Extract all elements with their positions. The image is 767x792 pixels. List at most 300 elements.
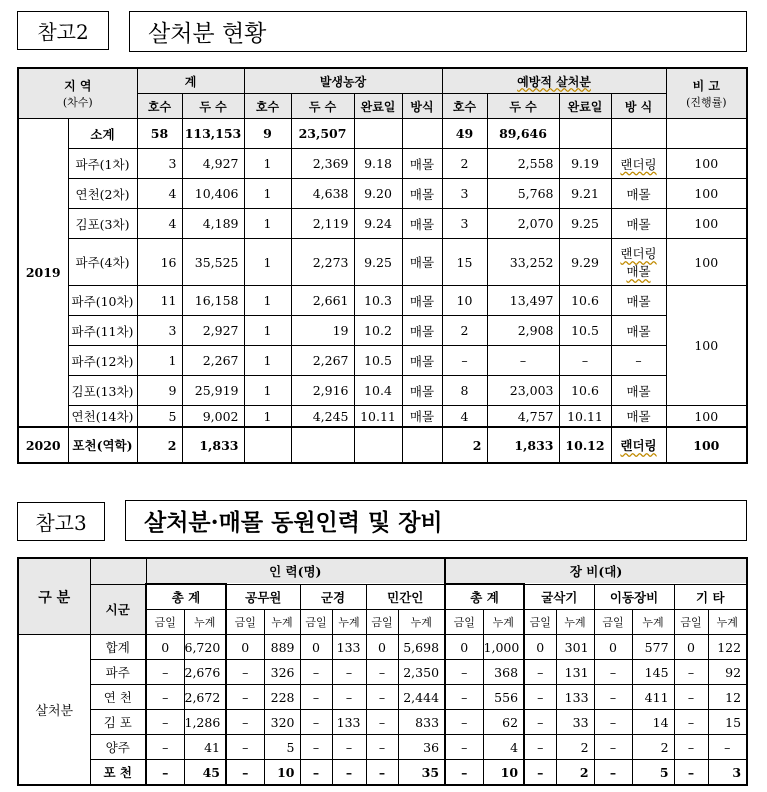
header-method: 방 식 <box>611 94 666 119</box>
cell: 1 <box>244 149 291 179</box>
cell: 4 <box>483 735 524 760</box>
cell: – <box>146 735 184 760</box>
header-other: 기 타 <box>674 584 747 610</box>
cell: 9.29 <box>559 239 611 286</box>
header-cum: 누계 <box>556 610 594 635</box>
header-official: 공무원 <box>226 584 300 610</box>
row-region: 파주(12차) <box>68 346 137 376</box>
cell: 10.5 <box>354 346 402 376</box>
table-row <box>18 346 747 376</box>
cell: 133 <box>332 710 366 735</box>
header-farm: 발생농장 <box>244 68 442 94</box>
row-region: 파주(11차) <box>68 316 137 346</box>
cell: 4 <box>137 209 182 239</box>
cell: – <box>366 660 398 685</box>
cell: 10.6 <box>559 376 611 406</box>
table-row <box>18 735 747 760</box>
cell: – <box>445 760 483 786</box>
cell: 15 <box>442 239 487 286</box>
header-households: 호수 <box>244 94 291 119</box>
header-total: 계 <box>137 68 244 94</box>
row-city: 파주 <box>90 660 146 685</box>
cell: – <box>524 735 556 760</box>
cell: 9.21 <box>559 179 611 209</box>
cell: – <box>445 710 483 735</box>
cell: 0 <box>146 635 184 660</box>
cell: – <box>524 760 556 786</box>
header-cum: 누계 <box>264 610 300 635</box>
cell: 23,507 <box>291 119 354 149</box>
row-region: 파주(1차) <box>68 149 137 179</box>
table-row <box>18 427 747 463</box>
cell: 13,497 <box>487 286 559 316</box>
cell: – <box>594 710 632 735</box>
cell: – <box>226 660 264 685</box>
cell: 랜더링 매몰 <box>611 239 666 286</box>
cell: 1 <box>244 316 291 346</box>
resources-table <box>17 557 748 786</box>
cell: – <box>442 346 487 376</box>
header-cum: 누계 <box>632 610 674 635</box>
cell: 0 <box>524 635 556 660</box>
cell: 100 <box>666 406 747 428</box>
cell: 58 <box>137 119 182 149</box>
header-cum: 누계 <box>184 610 226 635</box>
cell: 매몰 <box>402 239 442 286</box>
header-today: 금일 <box>594 610 632 635</box>
cell: 10.2 <box>354 316 402 346</box>
cell: – <box>366 685 398 710</box>
cell: 122 <box>708 635 747 660</box>
cell: – <box>146 710 184 735</box>
cell: 3 <box>137 316 182 346</box>
cell: 3 <box>442 209 487 239</box>
cell: – <box>674 685 708 710</box>
cell: 2 <box>137 427 182 463</box>
cell: 100 <box>666 427 747 463</box>
header-today: 금일 <box>445 610 483 635</box>
cell: – <box>594 760 632 786</box>
cell: 9.24 <box>354 209 402 239</box>
cell: 10.11 <box>559 406 611 428</box>
cell: – <box>708 735 747 760</box>
table-row <box>18 760 747 786</box>
row-city: 김 포 <box>90 710 146 735</box>
cell: – <box>300 710 332 735</box>
cell: 100 <box>666 209 747 239</box>
cell: 3 <box>442 179 487 209</box>
header-done: 완료일 <box>559 94 611 119</box>
cell: 301 <box>556 635 594 660</box>
table-row <box>18 685 747 710</box>
header-heads: 두 수 <box>182 94 244 119</box>
cell: 131 <box>556 660 594 685</box>
cell: – <box>226 685 264 710</box>
cell: 매몰 <box>402 346 442 376</box>
cell: 매몰 <box>611 209 666 239</box>
cell: – <box>332 735 366 760</box>
cell: – <box>300 735 332 760</box>
table-row <box>18 119 747 149</box>
cell: 4 <box>137 179 182 209</box>
header-division: 구 분 <box>18 558 90 635</box>
cell: 2,558 <box>487 149 559 179</box>
cell: 4,245 <box>291 406 354 428</box>
row-region: 연천(14차) <box>68 406 137 428</box>
header-cum: 누계 <box>332 610 366 635</box>
cell: 1 <box>137 346 182 376</box>
cell: 5,768 <box>487 179 559 209</box>
header-heads: 두 수 <box>487 94 559 119</box>
cell <box>611 119 666 149</box>
cell: 1 <box>244 286 291 316</box>
cell: – <box>366 760 398 786</box>
cell: 320 <box>264 710 300 735</box>
cell: – <box>226 710 264 735</box>
cell: 9 <box>244 119 291 149</box>
cell: 25,919 <box>182 376 244 406</box>
cell: 2,369 <box>291 149 354 179</box>
cell: 10.6 <box>559 286 611 316</box>
cell <box>666 119 747 149</box>
cell: 35 <box>398 760 445 786</box>
row-region: 포천(역학) <box>68 427 137 463</box>
cell: – <box>366 710 398 735</box>
cell: 833 <box>398 710 445 735</box>
year-2020: 2020 <box>18 427 68 463</box>
header-households: 호수 <box>442 94 487 119</box>
cell: 1 <box>244 406 291 428</box>
cell: 33,252 <box>487 239 559 286</box>
cell: 1,286 <box>184 710 226 735</box>
cell: 62 <box>483 710 524 735</box>
cell: 6,720 <box>184 635 226 660</box>
cell: 랜더링 <box>620 438 657 453</box>
cell: 매몰 <box>611 376 666 406</box>
header-households: 호수 <box>137 94 182 119</box>
table-row <box>18 635 747 660</box>
header-city: 시군 <box>90 584 146 635</box>
cell: 10.12 <box>559 427 611 463</box>
cell: 2,273 <box>291 239 354 286</box>
cell: 2,444 <box>398 685 445 710</box>
cell: – <box>524 710 556 735</box>
header-cum: 누계 <box>483 610 524 635</box>
cell: 2,267 <box>182 346 244 376</box>
cell: 133 <box>556 685 594 710</box>
cell: 매몰 <box>611 316 666 346</box>
cell: – <box>300 760 332 786</box>
cell: 4,927 <box>182 149 244 179</box>
cell: 매몰 <box>611 179 666 209</box>
cell: 9,002 <box>182 406 244 428</box>
cell: 0 <box>594 635 632 660</box>
cell: – <box>611 346 666 376</box>
cell: 41 <box>184 735 226 760</box>
cell: 1 <box>244 179 291 209</box>
cell <box>354 427 402 463</box>
cell: – <box>674 735 708 760</box>
cell: – <box>226 735 264 760</box>
cell: – <box>524 660 556 685</box>
cell: – <box>146 685 184 710</box>
cell: 매몰 <box>402 179 442 209</box>
cell: 100 <box>666 149 747 179</box>
table-row <box>18 376 747 406</box>
cell: 5 <box>264 735 300 760</box>
cell: 랜더링 <box>620 156 657 172</box>
header-today: 금일 <box>226 610 264 635</box>
cell: 0 <box>445 635 483 660</box>
cell <box>291 427 354 463</box>
cell: 11 <box>137 286 182 316</box>
cell: 368 <box>483 660 524 685</box>
header-today: 금일 <box>524 610 556 635</box>
cell: 100 <box>666 239 747 286</box>
cell: 3 <box>708 760 747 786</box>
cell: – <box>674 760 708 786</box>
cell: 577 <box>632 635 674 660</box>
cell: 2,676 <box>184 660 226 685</box>
cell: – <box>300 660 332 685</box>
cell: 1,833 <box>182 427 244 463</box>
cell <box>244 427 291 463</box>
header-mobile: 이동장비 <box>594 584 674 610</box>
cell: 556 <box>483 685 524 710</box>
header-equip-total: 총 계 <box>445 584 524 610</box>
row-region: 소계 <box>68 119 137 149</box>
year-2019: 2019 <box>18 119 68 428</box>
cell: 4 <box>442 406 487 428</box>
cell: 9.20 <box>354 179 402 209</box>
cell: 0 <box>300 635 332 660</box>
cell: 10 <box>483 760 524 786</box>
cell: 326 <box>264 660 300 685</box>
row-city: 포 천 <box>90 760 146 786</box>
cell: 12 <box>708 685 747 710</box>
cell: 10.5 <box>559 316 611 346</box>
cell: 2,661 <box>291 286 354 316</box>
cell: 2 <box>442 427 487 463</box>
cell: 5,698 <box>398 635 445 660</box>
cell: 2,350 <box>398 660 445 685</box>
table-row <box>18 209 747 239</box>
cell: – <box>559 346 611 376</box>
row-region: 김포(13차) <box>68 376 137 406</box>
header-today: 금일 <box>300 610 332 635</box>
cell: – <box>366 735 398 760</box>
cell: 2,672 <box>184 685 226 710</box>
cell: 9.18 <box>354 149 402 179</box>
cell: 4,757 <box>487 406 559 428</box>
cell <box>354 119 402 149</box>
cell: 0 <box>674 635 708 660</box>
row-region: 김포(3차) <box>68 209 137 239</box>
cell: 10 <box>264 760 300 786</box>
header-heads: 두 수 <box>291 94 354 119</box>
ref3-label: 참고3 <box>17 502 105 541</box>
cell: 1 <box>244 209 291 239</box>
cell: 10 <box>442 286 487 316</box>
row-region: 연천(2차) <box>68 179 137 209</box>
header-today: 금일 <box>674 610 708 635</box>
cell: 228 <box>264 685 300 710</box>
cell: 매몰 <box>402 316 442 346</box>
cell: 45 <box>184 760 226 786</box>
cell: 매몰 <box>402 376 442 406</box>
header-cum: 누계 <box>708 610 747 635</box>
cell: 2 <box>556 735 594 760</box>
cell: 1,833 <box>487 427 559 463</box>
cell: 145 <box>632 660 674 685</box>
cell: 9.19 <box>559 149 611 179</box>
cell: – <box>146 760 184 786</box>
cell: 2 <box>632 735 674 760</box>
cell: 16 <box>137 239 182 286</box>
cell: 14 <box>632 710 674 735</box>
cell: 매몰 <box>611 286 666 316</box>
table-row <box>18 316 747 346</box>
header-today: 금일 <box>146 610 184 635</box>
cell: 35,525 <box>182 239 244 286</box>
cell: 10.3 <box>354 286 402 316</box>
row-city: 연 천 <box>90 685 146 710</box>
cell: 10,406 <box>182 179 244 209</box>
cell: – <box>332 760 366 786</box>
cell: 2,908 <box>487 316 559 346</box>
side-label: 살처분 <box>18 635 90 786</box>
cell: – <box>594 685 632 710</box>
cell: 9.25 <box>559 209 611 239</box>
cell: 매몰 <box>611 406 666 428</box>
cell: – <box>445 685 483 710</box>
cell: 1,000 <box>483 635 524 660</box>
cell <box>402 119 442 149</box>
cell: 2 <box>442 316 487 346</box>
header-today: 금일 <box>366 610 398 635</box>
cell: 89,646 <box>487 119 559 149</box>
cell: 5 <box>137 406 182 428</box>
row-city: 합계 <box>90 635 146 660</box>
cell: – <box>674 710 708 735</box>
table-row <box>18 406 747 428</box>
cell: 36 <box>398 735 445 760</box>
header-people: 인 력(명) <box>146 558 445 584</box>
cell: 2,070 <box>487 209 559 239</box>
slaughter-status-table <box>17 67 748 464</box>
cell: 92 <box>708 660 747 685</box>
table-row <box>18 179 747 209</box>
cell: – <box>332 660 366 685</box>
header-total: 총 계 <box>146 584 226 610</box>
row-region: 파주(10차) <box>68 286 137 316</box>
header-equipment: 장 비(대) <box>445 558 747 584</box>
cell: 411 <box>632 685 674 710</box>
header-done: 완료일 <box>354 94 402 119</box>
cell: – <box>332 685 366 710</box>
cell: 889 <box>264 635 300 660</box>
row-region: 파주(4차) <box>68 239 137 286</box>
cell: 2 <box>442 149 487 179</box>
row-city: 양주 <box>90 735 146 760</box>
table-row <box>18 239 747 286</box>
cell: 133 <box>332 635 366 660</box>
cell: 19 <box>291 316 354 346</box>
cell: 2,119 <box>291 209 354 239</box>
cell: 23,003 <box>487 376 559 406</box>
cell: – <box>594 660 632 685</box>
header-method: 방식 <box>402 94 442 119</box>
cell: – <box>445 660 483 685</box>
cell: – <box>300 685 332 710</box>
cell: 3 <box>137 149 182 179</box>
cell: 113,153 <box>182 119 244 149</box>
cell: 16,158 <box>182 286 244 316</box>
cell: 100 <box>666 286 747 406</box>
cell: 9.25 <box>354 239 402 286</box>
cell: 100 <box>666 179 747 209</box>
cell: – <box>524 685 556 710</box>
cell: 15 <box>708 710 747 735</box>
table-row <box>18 149 747 179</box>
cell: 10.11 <box>354 406 402 428</box>
cell <box>402 427 442 463</box>
header-military: 군경 <box>300 584 366 610</box>
header-region: 지 역 (차수) <box>18 68 137 119</box>
cell: – <box>445 735 483 760</box>
cell: 매몰 <box>402 406 442 428</box>
cell: 2,267 <box>291 346 354 376</box>
cell: – <box>594 735 632 760</box>
cell: 1 <box>244 346 291 376</box>
cell <box>559 119 611 149</box>
cell: 2,916 <box>291 376 354 406</box>
cell: 4,638 <box>291 179 354 209</box>
cell: 0 <box>226 635 264 660</box>
cell: 2 <box>556 760 594 786</box>
cell: – <box>146 660 184 685</box>
cell: 4,189 <box>182 209 244 239</box>
table-row <box>18 660 747 685</box>
header-note: 비 고 (진행률) <box>666 68 747 119</box>
header-civil: 민간인 <box>366 584 445 610</box>
cell: 33 <box>556 710 594 735</box>
cell: 매몰 <box>402 149 442 179</box>
cell: – <box>226 760 264 786</box>
table-row <box>18 286 747 316</box>
cell: 0 <box>366 635 398 660</box>
table-row <box>18 710 747 735</box>
cell: 2,927 <box>182 316 244 346</box>
cell: 매몰 <box>402 209 442 239</box>
header-excavator: 굴삭기 <box>524 584 594 610</box>
header-cum: 누계 <box>398 610 445 635</box>
cell: 49 <box>442 119 487 149</box>
cell: 매몰 <box>402 286 442 316</box>
cell: – <box>674 660 708 685</box>
ref2-label: 참고2 <box>17 11 109 50</box>
cell: 10.4 <box>354 376 402 406</box>
cell: – <box>487 346 559 376</box>
ref3-title: 살처분·매몰 동원인력 및 장비 <box>125 500 747 541</box>
header-prevent: 예방적 살처분 <box>442 68 666 94</box>
cell: 8 <box>442 376 487 406</box>
ref2-title: 살처분 현황 <box>129 11 747 52</box>
cell: 1 <box>244 376 291 406</box>
cell: 9 <box>137 376 182 406</box>
cell: 5 <box>632 760 674 786</box>
cell: 1 <box>244 239 291 286</box>
